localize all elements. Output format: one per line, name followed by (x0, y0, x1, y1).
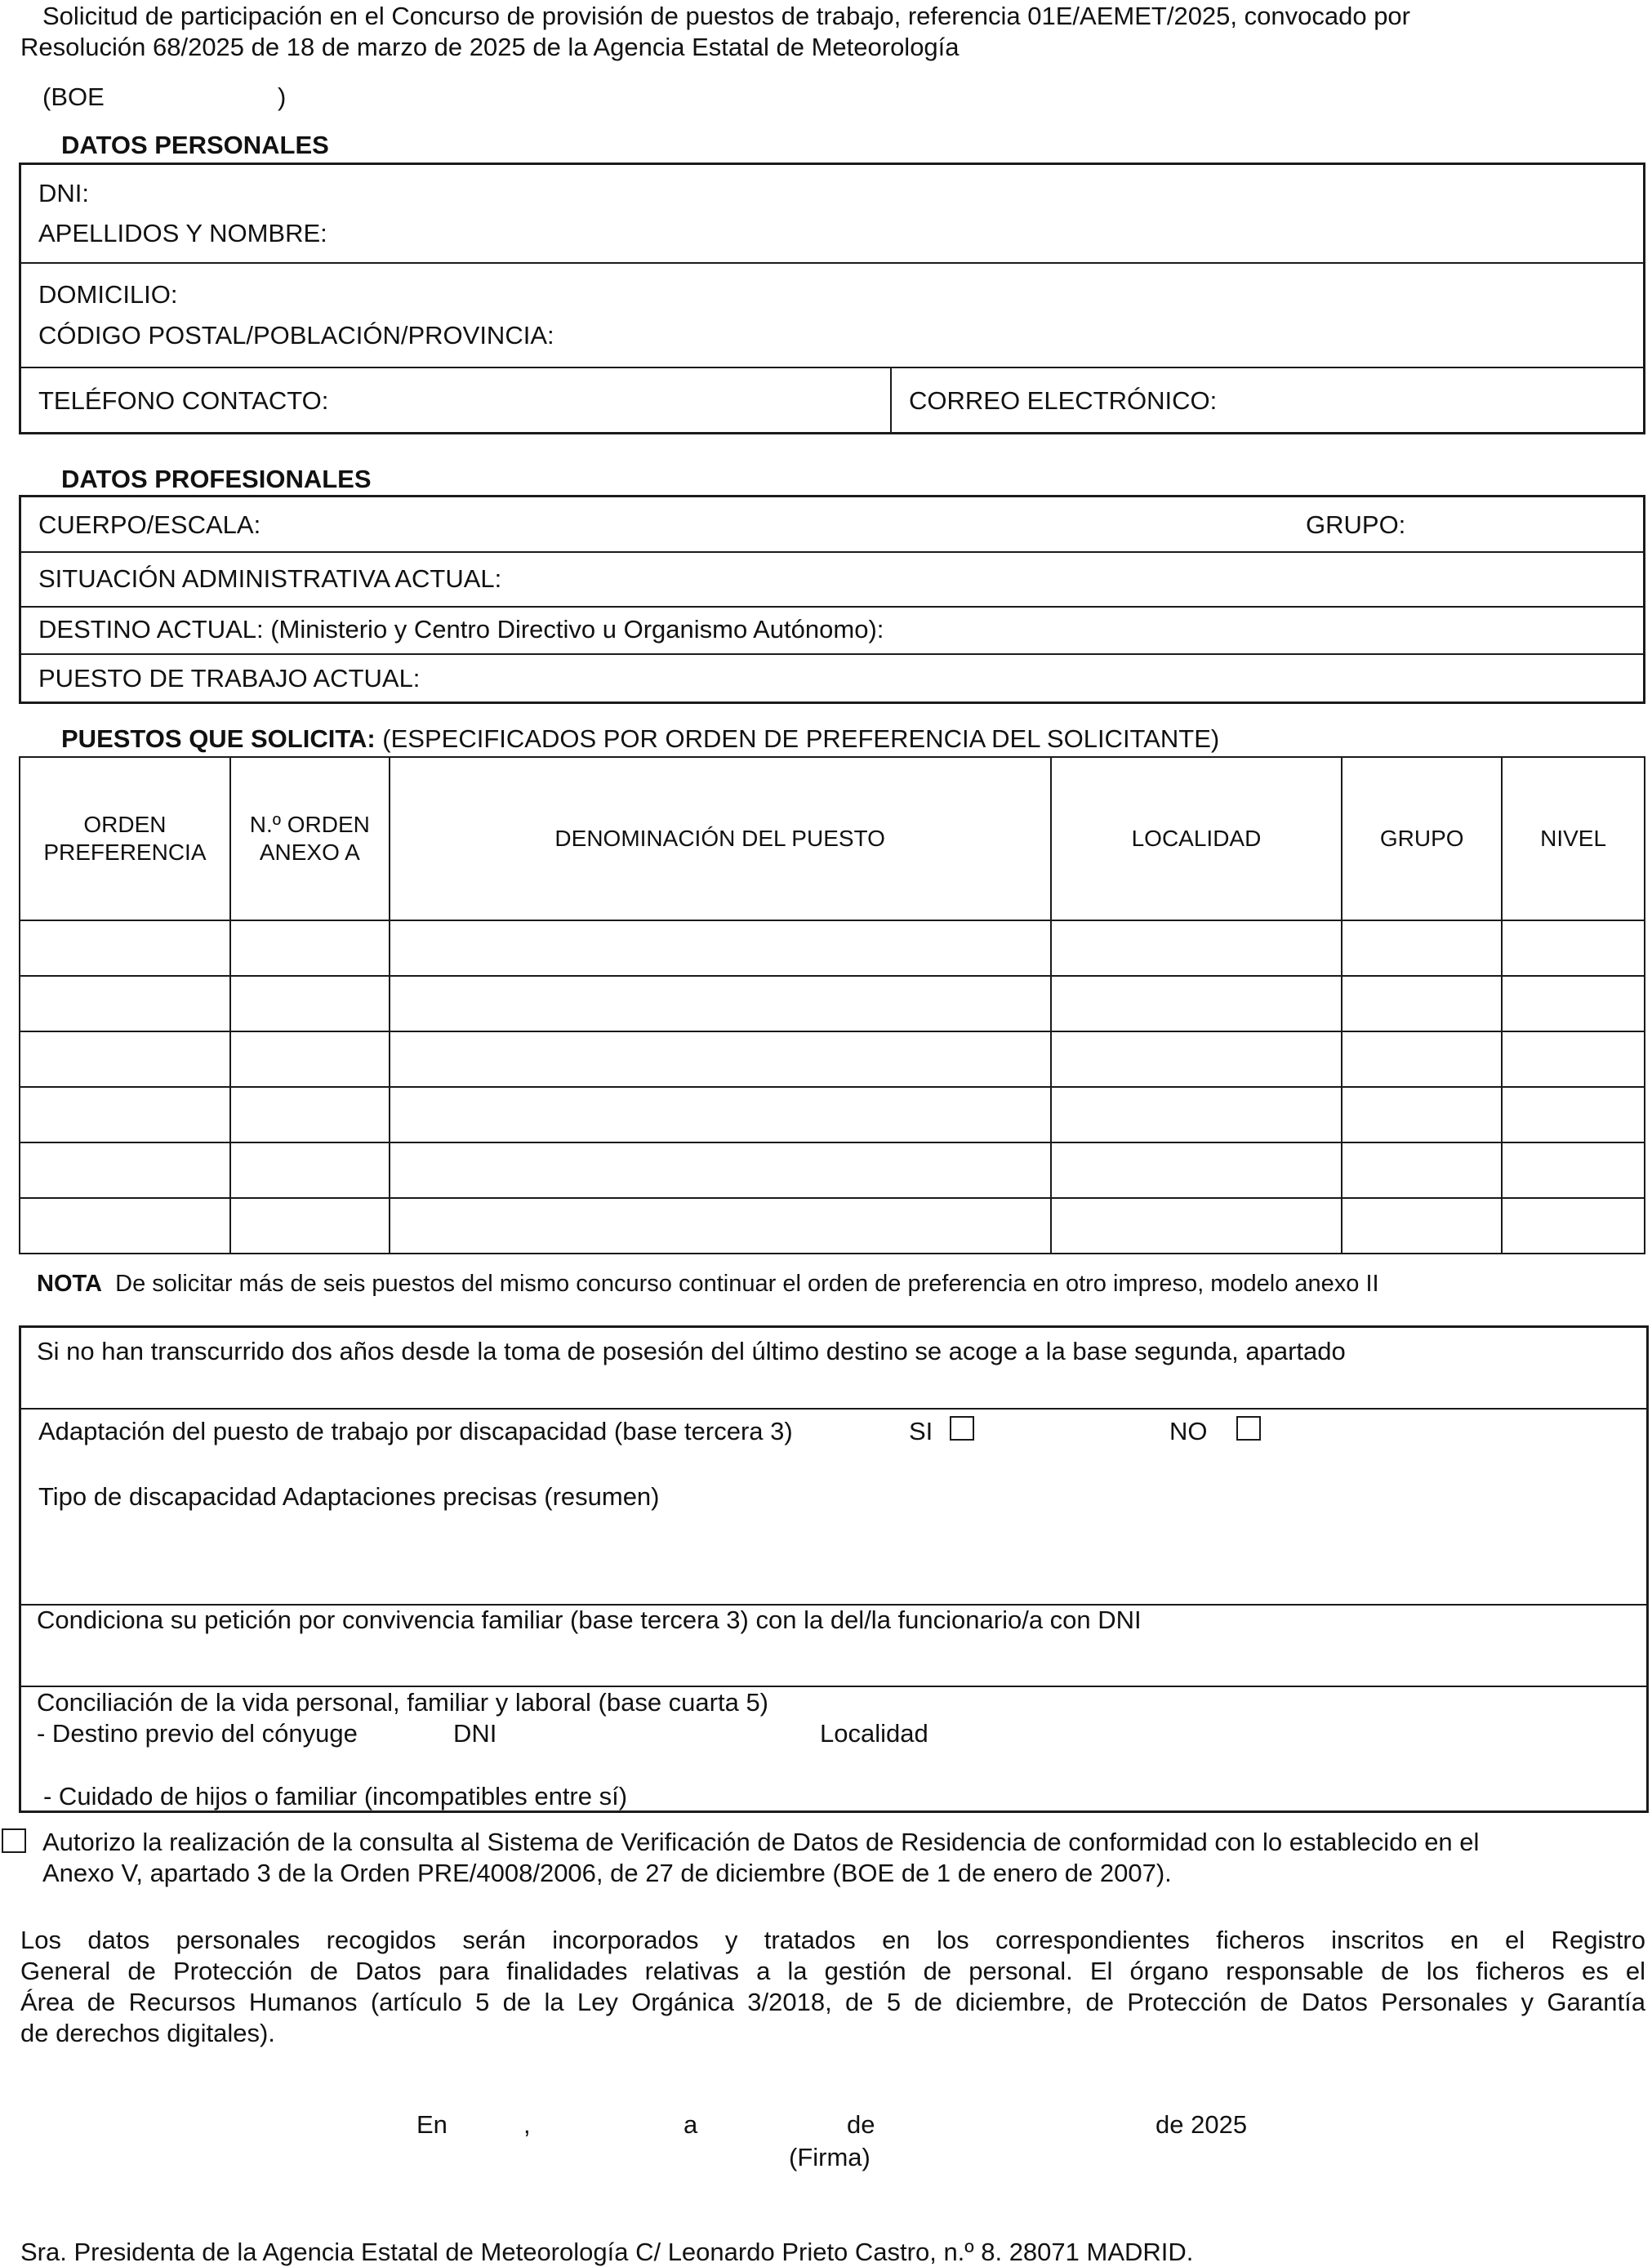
col-localidad: LOCALIDAD (1051, 757, 1343, 920)
puesto-actual-label[interactable]: PUESTO DE TRABAJO ACTUAL: (38, 664, 421, 693)
title-line-1: Solicitud de participación en el Concurso de provisión de puestos de trabajo, referencia 01E/AEMET/2025, convocado por (42, 2, 1410, 30)
nota-label: NOTA (37, 1271, 103, 1297)
proteccion-line-4: de derechos digitales). (20, 2019, 275, 2047)
table-row (20, 1142, 1645, 1198)
no-label: NO (1169, 1417, 1208, 1445)
col-orden-preferencia: ORDEN PREFERENCIA (20, 757, 230, 920)
nota (37, 1269, 1379, 1298)
domicilio-label[interactable]: DOMICILIO: (38, 280, 178, 309)
si-checkbox[interactable] (950, 1416, 974, 1441)
grupo-label[interactable]: GRUPO: (1306, 510, 1406, 539)
telefono-label[interactable]: TELÉFONO CONTACTO: (38, 386, 329, 415)
destino-actual-label[interactable]: DESTINO ACTUAL: (Ministerio y Centro Directivo u Organismo Autónomo): (38, 615, 884, 644)
col-orden-anexo: N.º ORDEN ANEXO A (230, 757, 390, 920)
apellidos-label[interactable]: APELLIDOS Y NOMBRE: (38, 219, 327, 247)
puestos-heading (61, 724, 1219, 754)
conyuge-dni-label: DNI (453, 1719, 497, 1748)
proteccion-line-2: General de Protección de Datos para finalidades relativas a la gestión de personal. El órgano responsable de los ficheros es el (20, 1957, 1645, 1985)
situacion-label[interactable]: SITUACIÓN ADMINISTRATIVA ACTUAL: (38, 564, 502, 593)
destino-previo-text: - Destino previo del cónyuge (37, 1719, 358, 1748)
firma-de: de (847, 2110, 875, 2139)
cuerpo-escala-label[interactable]: CUERPO/ESCALA: (38, 510, 261, 539)
puestos-table (19, 756, 1645, 1254)
autorizo-line-1: Autorizo la realización de la consulta al Sistema de Verificación de Datos de Residencia de conformidad con lo establecido en el (42, 1828, 1480, 1856)
proteccion-line-3: Área de Recursos Humanos (artículo 5 de la Ley Orgánica 3/2018, de 5 de diciembre, de Protección de Datos Personales y Garantía (20, 1988, 1645, 2016)
correo-label[interactable]: CORREO ELECTRÓNICO: (909, 386, 1218, 415)
autorizo-checkbox[interactable] (2, 1828, 26, 1853)
destinatario: Sra. Presidenta de la Agencia Estatal de Meteorología C/ Leonardo Prieto Castro, n.º 8. 28071 MADRID. (20, 2238, 1194, 2266)
puestos-heading-rest: (ESPECIFICADOS POR ORDEN DE PREFERENCIA DEL SOLICITANTE) (382, 724, 1220, 753)
nota-text: De solicitar más de seis puestos del mismo concurso continuar el orden de preferencia en otro impreso, modelo anexo II (115, 1271, 1379, 1297)
boe-open: (BOE (42, 82, 105, 111)
title-line-2: Resolución 68/2025 de 18 de marzo de 2025 de la Agencia Estatal de Meteorología (20, 33, 960, 61)
boe-close: ) (278, 82, 287, 111)
col-nivel: NIVEL (1502, 757, 1645, 920)
firma-de-anio: de 2025 (1156, 2110, 1248, 2139)
puestos-table-header (20, 757, 1645, 920)
datos-profesionales-heading: DATOS PROFESIONALES (61, 465, 372, 493)
dos-anos-text: Si no han transcurrido dos años desde la toma de posesión del último destino se acoge a la base segunda, apartado (37, 1337, 1346, 1365)
conciliacion-text: Conciliación de la vida personal, familiar y laboral (base cuarta 5) (37, 1688, 769, 1717)
firma-label: (Firma) (789, 2143, 871, 2171)
puestos-heading-bold: PUESTOS QUE SOLICITA: (61, 724, 376, 753)
firma-coma: , (523, 2110, 531, 2139)
tipo-discapacidad-text: Tipo de discapacidad Adaptaciones precisas (resumen) (38, 1482, 660, 1511)
firma-en: En (416, 2110, 448, 2139)
table-row (20, 1031, 1645, 1087)
no-checkbox[interactable] (1236, 1416, 1261, 1441)
cuidado-text: - Cuidado de hijos o familiar (incompatibles entre sí) (43, 1782, 628, 1810)
adaptacion-text: Adaptación del puesto de trabajo por discapacidad (base tercera 3) (38, 1417, 793, 1445)
table-row (20, 920, 1645, 976)
codigo-postal-label[interactable]: CÓDIGO POSTAL/POBLACIÓN/PROVINCIA: (38, 321, 554, 350)
col-grupo: GRUPO (1342, 757, 1502, 920)
conyuge-localidad-label: Localidad (820, 1719, 928, 1748)
table-row (20, 976, 1645, 1031)
datos-personales-heading: DATOS PERSONALES (61, 131, 329, 159)
table-row (20, 1198, 1645, 1254)
autorizo-line-2: Anexo V, apartado 3 de la Orden PRE/4008/2006, de 27 de diciembre (BOE de 1 de enero de 2007). (42, 1859, 1172, 1887)
firma-a: a (684, 2110, 698, 2139)
dni-label[interactable]: DNI: (38, 179, 89, 207)
si-label: SI (909, 1417, 933, 1445)
table-row (20, 1087, 1645, 1142)
proteccion-line-1: Los datos personales recogidos serán incorporados y tratados en los correspondientes ficheros inscritos en el Registro (20, 1926, 1645, 1954)
col-denominacion: DENOMINACIÓN DEL PUESTO (390, 757, 1051, 920)
condiciona-text: Condiciona su petición por convivencia familiar (base tercera 3) con la del/la funcionario/a con DNI (37, 1606, 1142, 1634)
